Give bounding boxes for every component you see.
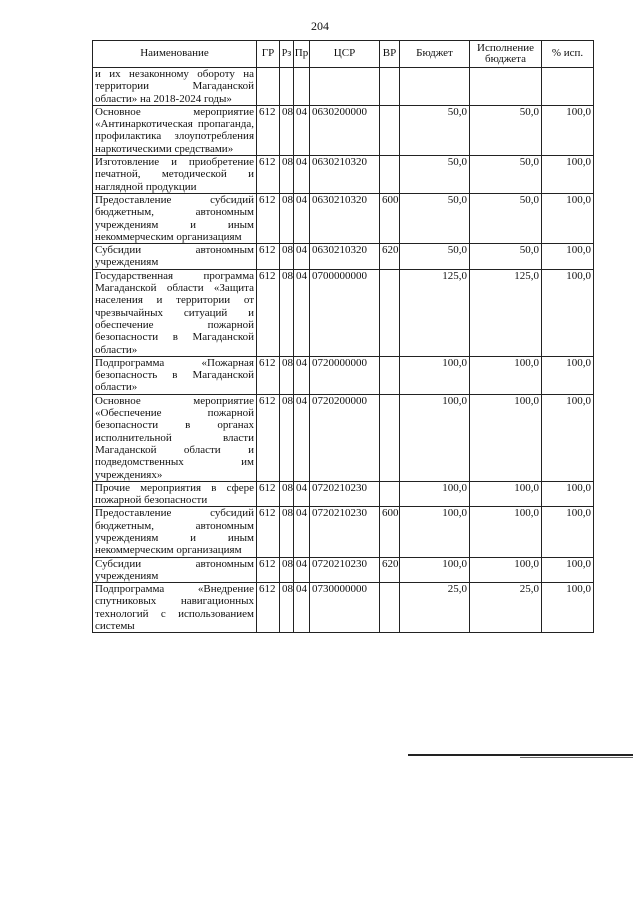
cell-vr: 600 [380,507,400,557]
cell-pr [294,68,310,106]
table-row [93,193,594,243]
table-body [93,68,594,633]
cell-pr: 04 [294,557,310,583]
cell-name: и их незаконному обороту на территории Магаданской области» на 2018-2024 годы» [93,68,257,106]
cell-pr: 04 [294,394,310,481]
cell-vr [380,481,400,507]
cell-budget: 100,0 [400,507,470,557]
cell-vr [380,269,400,356]
cell-vr [380,105,400,155]
page-number: 204 [311,19,329,33]
cell-execution [470,68,542,106]
header-vr: ВР [380,41,400,68]
cell-csr: 0720000000 [310,356,380,394]
cell-budget: 100,0 [400,557,470,583]
cell-name: Субсидии автономным учреждениям [93,244,257,270]
header-pr: Пр [294,41,310,68]
table-header [93,41,594,68]
cell-budget: 125,0 [400,269,470,356]
cell-execution: 100,0 [470,507,542,557]
table-row [93,269,594,356]
cell-pr: 04 [294,244,310,270]
cell-rz: 08 [280,193,294,243]
cell-budget: 50,0 [400,193,470,243]
cell-gr: 612 [257,583,280,633]
cell-budget: 50,0 [400,244,470,270]
cell-name: Предоставление субсидий бюджетным, автономным учреждениям и иным некоммерческим организациям [93,507,257,557]
cell-pct: 100,0 [542,481,594,507]
table-row [93,394,594,481]
table-row [93,244,594,270]
cell-pct: 100,0 [542,105,594,155]
cell-csr: 0720210230 [310,481,380,507]
cell-csr: 0730000000 [310,583,380,633]
page-bottom-rule-secondary [520,757,633,758]
cell-name: Государственная программа Магаданской области «Защита населения и территории от чрезвычайных ситуаций и обеспечение пожарной безопасности в Магаданской области» [93,269,257,356]
header-execution: Исполнение бюджета [470,41,542,68]
cell-budget: 25,0 [400,583,470,633]
cell-execution: 125,0 [470,269,542,356]
cell-rz: 08 [280,356,294,394]
cell-execution: 100,0 [470,557,542,583]
cell-rz: 08 [280,583,294,633]
header-csr: ЦСР [310,41,380,68]
cell-csr: 0720200000 [310,394,380,481]
cell-pr: 04 [294,193,310,243]
cell-pr: 04 [294,356,310,394]
cell-gr: 612 [257,507,280,557]
cell-execution: 25,0 [470,583,542,633]
cell-gr: 612 [257,156,280,194]
table-row [93,68,594,106]
cell-name: Предоставление субсидий бюджетным, автономным учреждениям и иным некоммерческим организациям [93,193,257,243]
cell-gr: 612 [257,269,280,356]
cell-pct: 100,0 [542,507,594,557]
header-budget: Бюджет [400,41,470,68]
cell-pct: 100,0 [542,557,594,583]
table-row [93,356,594,394]
cell-pr: 04 [294,156,310,194]
cell-budget: 100,0 [400,394,470,481]
cell-rz: 08 [280,156,294,194]
cell-gr: 612 [257,557,280,583]
cell-gr: 612 [257,481,280,507]
cell-name: Подпрограмма «Внедрение спутниковых навигационных технологий с использованием системы [93,583,257,633]
cell-pct [542,68,594,106]
cell-vr [380,156,400,194]
table-row [93,481,594,507]
header-name: Наименование [93,41,257,68]
cell-csr: 0720210230 [310,557,380,583]
cell-budget: 50,0 [400,105,470,155]
cell-pr: 04 [294,481,310,507]
cell-budget [400,68,470,106]
cell-name: Субсидии автономным учреждениям [93,557,257,583]
cell-name: Подпрограмма «Пожарная безопасность в Магаданской области» [93,356,257,394]
cell-execution: 100,0 [470,481,542,507]
cell-pct: 100,0 [542,156,594,194]
cell-name: Основное мероприятие «Обеспечение пожарной безопасности в органах исполнительной власти Магаданской области и подведомственных им учреждениях» [93,394,257,481]
cell-execution: 50,0 [470,156,542,194]
cell-vr [380,356,400,394]
cell-execution: 50,0 [470,105,542,155]
cell-budget: 50,0 [400,156,470,194]
cell-vr: 600 [380,193,400,243]
cell-vr: 620 [380,244,400,270]
cell-pct: 100,0 [542,269,594,356]
table-row [93,105,594,155]
cell-name: Прочие мероприятия в сфере пожарной безопасности [93,481,257,507]
cell-execution: 100,0 [470,394,542,481]
cell-pct: 100,0 [542,244,594,270]
cell-execution: 100,0 [470,356,542,394]
header-rz: Рз [280,41,294,68]
cell-csr: 0630210320 [310,244,380,270]
cell-pct: 100,0 [542,394,594,481]
cell-vr [380,583,400,633]
header-gr: ГР [257,41,280,68]
budget-table [92,40,594,633]
cell-execution: 50,0 [470,244,542,270]
table-row [93,557,594,583]
cell-gr [257,68,280,106]
cell-csr: 0630210320 [310,193,380,243]
cell-rz: 08 [280,394,294,481]
cell-rz: 08 [280,481,294,507]
cell-rz: 08 [280,269,294,356]
cell-gr: 612 [257,105,280,155]
cell-vr: 620 [380,557,400,583]
cell-gr: 612 [257,356,280,394]
table-row [93,507,594,557]
cell-gr: 612 [257,244,280,270]
cell-name: Основное мероприятие «Антинаркотическая пропаганда, профилактика злоупотребления наркотическими средствами» [93,105,257,155]
cell-pct: 100,0 [542,356,594,394]
cell-pr: 04 [294,105,310,155]
cell-csr [310,68,380,106]
page-bottom-rule [408,754,633,756]
cell-rz: 08 [280,507,294,557]
cell-execution: 50,0 [470,193,542,243]
cell-csr: 0700000000 [310,269,380,356]
cell-pct: 100,0 [542,193,594,243]
cell-gr: 612 [257,193,280,243]
cell-csr: 0630200000 [310,105,380,155]
cell-csr: 0720210230 [310,507,380,557]
cell-name: Изготовление и приобретение печатной, методической и наглядной продукции [93,156,257,194]
cell-rz: 08 [280,244,294,270]
cell-gr: 612 [257,394,280,481]
cell-vr [380,68,400,106]
table-row [93,156,594,194]
cell-pr: 04 [294,269,310,356]
table-row [93,583,594,633]
cell-vr [380,394,400,481]
cell-rz [280,68,294,106]
cell-pr: 04 [294,583,310,633]
cell-budget: 100,0 [400,481,470,507]
cell-csr: 0630210320 [310,156,380,194]
cell-rz: 08 [280,557,294,583]
header-pct: % исп. [542,41,594,68]
cell-budget: 100,0 [400,356,470,394]
cell-rz: 08 [280,105,294,155]
cell-pr: 04 [294,507,310,557]
cell-pct: 100,0 [542,583,594,633]
